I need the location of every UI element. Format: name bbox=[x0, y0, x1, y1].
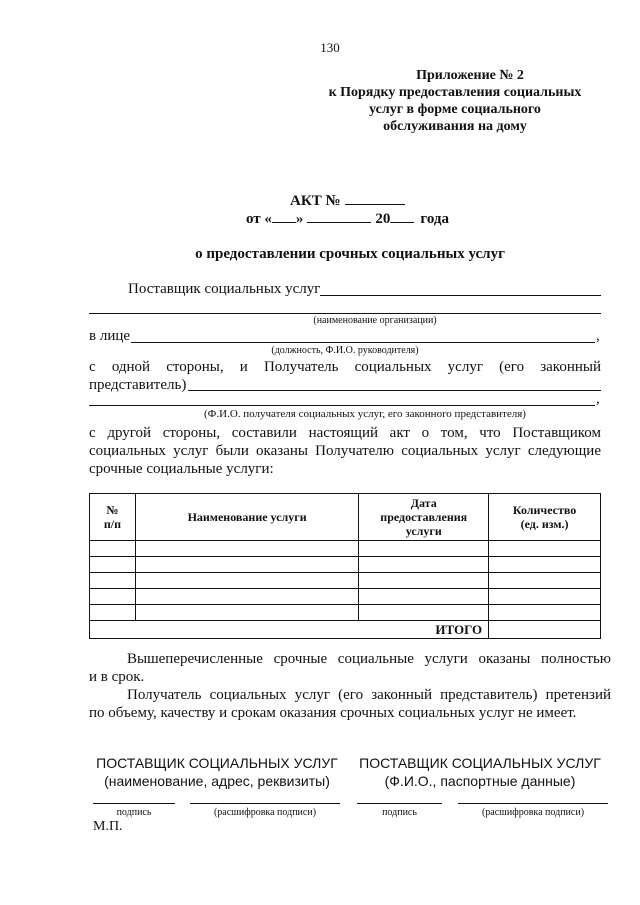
act-subject: о предоставлении срочных социальных услуг bbox=[195, 246, 505, 262]
person-caption: (должность, Ф.И.О. руководителя) bbox=[271, 345, 419, 356]
table-cell[interactable] bbox=[135, 573, 358, 589]
appendix-line-1: Приложение № 2 bbox=[416, 68, 524, 83]
person-label: в лице bbox=[89, 328, 131, 344]
table-cell[interactable] bbox=[90, 605, 136, 621]
table-row bbox=[90, 541, 601, 557]
other-side-paragraph bbox=[89, 424, 601, 478]
page-number: 130 bbox=[320, 40, 340, 55]
signature-right-heading bbox=[350, 754, 610, 790]
left-decode-line[interactable] bbox=[190, 803, 340, 804]
table-cell[interactable] bbox=[489, 605, 601, 621]
right-decode-caption: (расшифровка подписи) bbox=[481, 807, 585, 818]
left-decode-caption: (расшифровка подписи) bbox=[213, 807, 317, 818]
table-cell[interactable] bbox=[90, 557, 136, 573]
other-side-line-3: срочные социальные услуги: bbox=[89, 461, 274, 477]
appendix-line-4: обслуживания на дому bbox=[383, 119, 527, 134]
right-sign-line[interactable] bbox=[357, 803, 442, 804]
table-cell[interactable] bbox=[359, 589, 489, 605]
conclusion-p1-line-2: и в срок. bbox=[89, 669, 145, 685]
table-cell[interactable] bbox=[359, 573, 489, 589]
person-comma: , bbox=[596, 328, 600, 344]
table-header-row bbox=[90, 494, 601, 541]
conclusion bbox=[89, 650, 611, 722]
table-cell[interactable] bbox=[489, 589, 601, 605]
recipient-field-2[interactable] bbox=[89, 405, 595, 406]
table-row bbox=[90, 573, 601, 589]
side-line-2-prefix: представитель) bbox=[89, 377, 187, 393]
table-cell[interactable] bbox=[135, 541, 358, 557]
conclusion-p2-line-2: по объему, качеству и срокам оказания срочных социальных услуг не имеет. bbox=[89, 705, 577, 721]
provider-field[interactable] bbox=[320, 295, 601, 296]
total-label: ИТОГО bbox=[90, 621, 489, 639]
services-table bbox=[89, 493, 601, 639]
table-cell[interactable] bbox=[135, 557, 358, 573]
total-value[interactable] bbox=[489, 621, 601, 639]
table-row bbox=[90, 557, 601, 573]
act-title bbox=[290, 193, 405, 210]
col-header-quantity: Количество (ед. изм.) bbox=[489, 494, 601, 541]
table-total-row bbox=[90, 621, 601, 639]
conclusion-p1-line-1: Вышеперечисленные срочные социальные услуги оказаны полностью bbox=[127, 651, 611, 667]
col-header-date: Дата предоставления услуги bbox=[359, 494, 489, 541]
person-field[interactable] bbox=[131, 342, 595, 343]
side-caption: (Ф.И.О. получателя социальных услуг, его законного представителя) bbox=[204, 408, 526, 420]
table-cell[interactable] bbox=[359, 541, 489, 557]
table-row bbox=[90, 589, 601, 605]
table-cell[interactable] bbox=[359, 605, 489, 621]
table-cell[interactable] bbox=[90, 541, 136, 557]
col-header-number: № п/п bbox=[90, 494, 136, 541]
appendix-line-2: к Порядку предоставления социальных bbox=[328, 85, 582, 100]
table-cell[interactable] bbox=[135, 589, 358, 605]
date-mid: » bbox=[295, 211, 304, 227]
table-cell[interactable] bbox=[359, 557, 489, 573]
table-cell[interactable] bbox=[135, 605, 358, 621]
date-year: 20 bbox=[375, 211, 391, 227]
conclusion-p2-line-1: Получатель социальных услуг (его законный представитель) претензий bbox=[127, 687, 611, 703]
table-cell[interactable] bbox=[489, 557, 601, 573]
other-side-line-1: с другой стороны, составили настоящий акт о том, что Поставщиком bbox=[89, 425, 601, 441]
right-sign-caption: подпись bbox=[382, 807, 417, 818]
recipient-field[interactable] bbox=[188, 390, 601, 391]
date-suffix: года bbox=[420, 211, 450, 227]
provider-field-2[interactable] bbox=[89, 313, 601, 314]
side-comma: , bbox=[596, 391, 600, 407]
side-line-1: с одной стороны, и Получатель социальных услуг (его законный bbox=[89, 359, 601, 375]
signature-left-heading bbox=[82, 754, 352, 790]
stamp-label: М.П. bbox=[93, 819, 123, 834]
table-cell[interactable] bbox=[489, 573, 601, 589]
act-title-text: АКТ № bbox=[290, 193, 341, 209]
left-sign-line[interactable] bbox=[93, 803, 175, 804]
other-side-line-2: социальных услуг были оказаны Получателю социальных услуг следующие bbox=[89, 443, 601, 459]
signature-right-title: ПОСТАВЩИК СОЦИАЛЬНЫХ УСЛУГ bbox=[359, 755, 601, 771]
table-row bbox=[90, 605, 601, 621]
table-cell[interactable] bbox=[489, 541, 601, 557]
signature-left-subtitle: (наименование, адрес, реквизиты) bbox=[104, 773, 330, 789]
act-date bbox=[246, 211, 449, 228]
table-cell[interactable] bbox=[90, 589, 136, 605]
table-cell[interactable] bbox=[90, 573, 136, 589]
left-sign-caption: подпись bbox=[116, 807, 152, 818]
appendix-line-3: услуг в форме социального bbox=[369, 102, 541, 117]
signature-right-subtitle: (Ф.И.О., паспортные данные) bbox=[384, 773, 576, 789]
col-header-service: Наименование услуги bbox=[135, 494, 358, 541]
provider-label: Поставщик социальных услуг bbox=[128, 281, 321, 297]
right-decode-line[interactable] bbox=[458, 803, 608, 804]
signature-left-title: ПОСТАВЩИК СОЦИАЛЬНЫХ УСЛУГ bbox=[96, 755, 338, 771]
provider-caption: (наименование организации) bbox=[313, 315, 437, 326]
appendix-header bbox=[300, 67, 610, 135]
date-prefix: от « bbox=[246, 211, 272, 227]
